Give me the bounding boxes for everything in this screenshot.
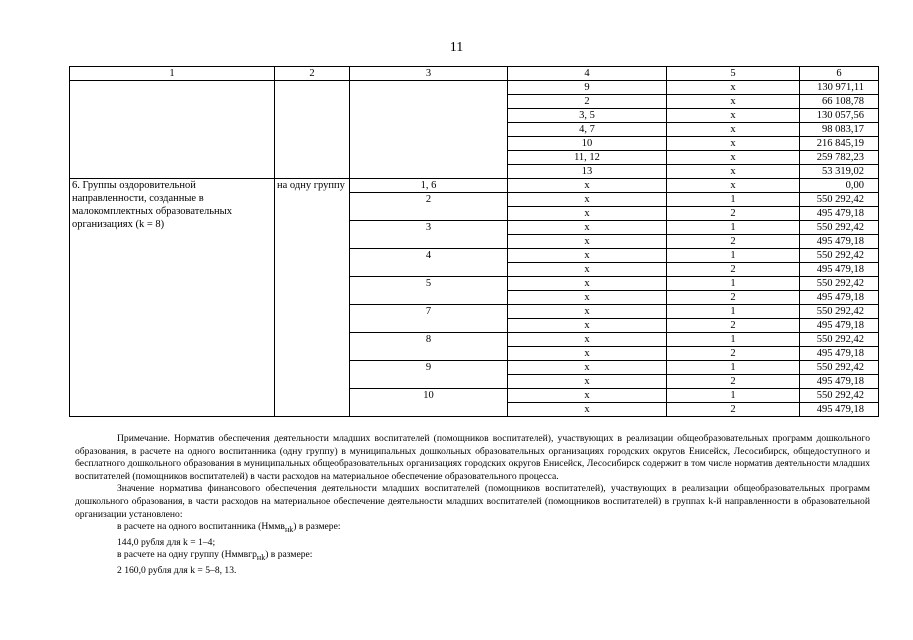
cell-group-size: 5 xyxy=(350,277,508,305)
cell-children: 2 xyxy=(667,291,800,305)
section-unit: на одну группу xyxy=(275,179,350,417)
cell-age-group: 3, 5 xyxy=(508,109,667,123)
column-header: 1 xyxy=(70,67,275,81)
cell-children: х xyxy=(667,109,800,123)
cell-age-group: х xyxy=(508,235,667,249)
cell-age-group: х xyxy=(508,347,667,361)
cell-children: 1 xyxy=(667,333,800,347)
cell-children: х xyxy=(667,179,800,193)
cell-value: 550 292,42 xyxy=(800,361,879,375)
note-paragraph: Значение норматива финансового обеспечения деятельности младших воспитателей (помощников воспитателей), участвующих в реализации общеобразовательных программ дошкольного образования, в части расходов на материальное обеспечение деятельности младших воспитателей (помощников воспитателей) в группах k-й направленности в образовательной организации установлено: xyxy=(75,483,870,520)
cell-value: 550 292,42 xyxy=(800,249,879,263)
section-name: 6. Группы оздоровительной направленности, созданные в малокомплектных образовательных организациях (k = 8) xyxy=(70,179,275,417)
cell-group-size: 9 xyxy=(350,361,508,389)
cell-age-group: х xyxy=(508,263,667,277)
cell-value: 550 292,42 xyxy=(800,333,879,347)
cell-empty xyxy=(350,81,508,179)
cell-children: 2 xyxy=(667,403,800,417)
cell-age-group: х xyxy=(508,249,667,263)
cell-children: 2 xyxy=(667,207,800,221)
cell-age-group: х xyxy=(508,403,667,417)
cell-age-group: х xyxy=(508,221,667,235)
cell-value: 550 292,42 xyxy=(800,193,879,207)
cell-value: 130 057,56 xyxy=(800,109,879,123)
cell-value: 550 292,42 xyxy=(800,305,879,319)
cell-children: 1 xyxy=(667,305,800,319)
cell-age-group: х xyxy=(508,179,667,193)
cell-children: 2 xyxy=(667,263,800,277)
cell-children: х xyxy=(667,95,800,109)
column-header: 5 xyxy=(667,67,800,81)
cell-value: 495 479,18 xyxy=(800,319,879,333)
cell-value: 495 479,18 xyxy=(800,403,879,417)
cell-value: 495 479,18 xyxy=(800,263,879,277)
page-number: 11 xyxy=(449,40,464,55)
cell-group-size: 7 xyxy=(350,305,508,333)
column-header: 3 xyxy=(350,67,508,81)
cell-value: 495 479,18 xyxy=(800,291,879,305)
cell-group-size: 4 xyxy=(350,249,508,277)
cell-age-group: 11, 12 xyxy=(508,151,667,165)
header-row xyxy=(70,67,879,81)
cell-children: х xyxy=(667,137,800,151)
cell-value: 550 292,42 xyxy=(800,277,879,291)
cell-value: 495 479,18 xyxy=(800,375,879,389)
column-header: 4 xyxy=(508,67,667,81)
cell-children: 1 xyxy=(667,221,800,235)
cell-group-size: 1, 6 xyxy=(350,179,508,193)
cell-value: 0,00 xyxy=(800,179,879,193)
cell-age-group: х xyxy=(508,305,667,319)
cell-age-group: 13 xyxy=(508,165,667,179)
cell-age-group: х xyxy=(508,333,667,347)
table-row xyxy=(70,179,879,193)
normative-table xyxy=(69,66,879,417)
cell-age-group: 9 xyxy=(508,81,667,95)
note-paragraph: Примечание. Норматив обеспечения деятельности младших воспитателей (помощников воспитателей), участвующих в реализации общеобразовательных программ дошкольного образования, в расчете на одного воспитанника (одну группу) в муниципальных дошкольных образовательных организациях городских округов Енисейск, Лесосибирск, общедоступного и бесплатного дошкольного образования в муниципальных общеобразовательных организациях городских округов Енисейск, Лесосибирск содержит в том числе норматив деятельности младших воспитателей (помощников воспитателей) в части расходов на материальное обеспечение образовательного процесса. xyxy=(75,433,870,482)
cell-value: 550 292,42 xyxy=(800,221,879,235)
cell-children: х xyxy=(667,165,800,179)
note-block xyxy=(75,433,870,577)
cell-children: 1 xyxy=(667,277,800,291)
cell-age-group: х xyxy=(508,375,667,389)
cell-value: 66 108,78 xyxy=(800,95,879,109)
cell-age-group: 10 xyxy=(508,137,667,151)
column-header: 6 xyxy=(800,67,879,81)
note-line: 144,0 рубля для k = 1–4; xyxy=(117,536,216,548)
cell-value: 98 083,17 xyxy=(800,123,879,137)
cell-age-group: х xyxy=(508,389,667,403)
cell-value: 130 971,11 xyxy=(800,81,879,95)
cell-age-group: х xyxy=(508,277,667,291)
cell-group-size: 3 xyxy=(350,221,508,249)
cell-age-group: х xyxy=(508,361,667,375)
cell-children: 1 xyxy=(667,193,800,207)
cell-value: 216 845,19 xyxy=(800,137,879,151)
cell-age-group: х xyxy=(508,207,667,221)
note-line: в расчете на одну группу (Нммвгр$_{нk}$) в размере: xyxy=(117,549,313,563)
cell-group-size: 8 xyxy=(350,333,508,361)
cell-children: 2 xyxy=(667,347,800,361)
cell-children: 2 xyxy=(667,319,800,333)
cell-group-size: 2 xyxy=(350,193,508,221)
cell-children: 1 xyxy=(667,389,800,403)
cell-children: 1 xyxy=(667,361,800,375)
cell-empty xyxy=(275,81,350,179)
cell-value: 550 292,42 xyxy=(800,389,879,403)
cell-children: 2 xyxy=(667,375,800,389)
cell-age-group: х xyxy=(508,319,667,333)
cell-group-size: 10 xyxy=(350,389,508,417)
cell-age-group: 4, 7 xyxy=(508,123,667,137)
note-line: в расчете на одного воспитанника (Нммв$_{нk}$) в размере: xyxy=(117,521,341,535)
table-row xyxy=(70,81,879,95)
cell-children: х xyxy=(667,123,800,137)
cell-empty xyxy=(70,81,275,179)
cell-age-group: х xyxy=(508,193,667,207)
cell-value: 495 479,18 xyxy=(800,235,879,249)
cell-value: 53 319,02 xyxy=(800,165,879,179)
cell-value: 259 782,23 xyxy=(800,151,879,165)
cell-age-group: х xyxy=(508,291,667,305)
cell-children: х xyxy=(667,81,800,95)
cell-children: 2 xyxy=(667,235,800,249)
cell-age-group: 2 xyxy=(508,95,667,109)
column-header: 2 xyxy=(275,67,350,81)
cell-value: 495 479,18 xyxy=(800,347,879,361)
cell-children: х xyxy=(667,151,800,165)
cell-children: 1 xyxy=(667,249,800,263)
cell-value: 495 479,18 xyxy=(800,207,879,221)
note-line: 2 160,0 рубля для k = 5–8, 13. xyxy=(117,564,237,576)
